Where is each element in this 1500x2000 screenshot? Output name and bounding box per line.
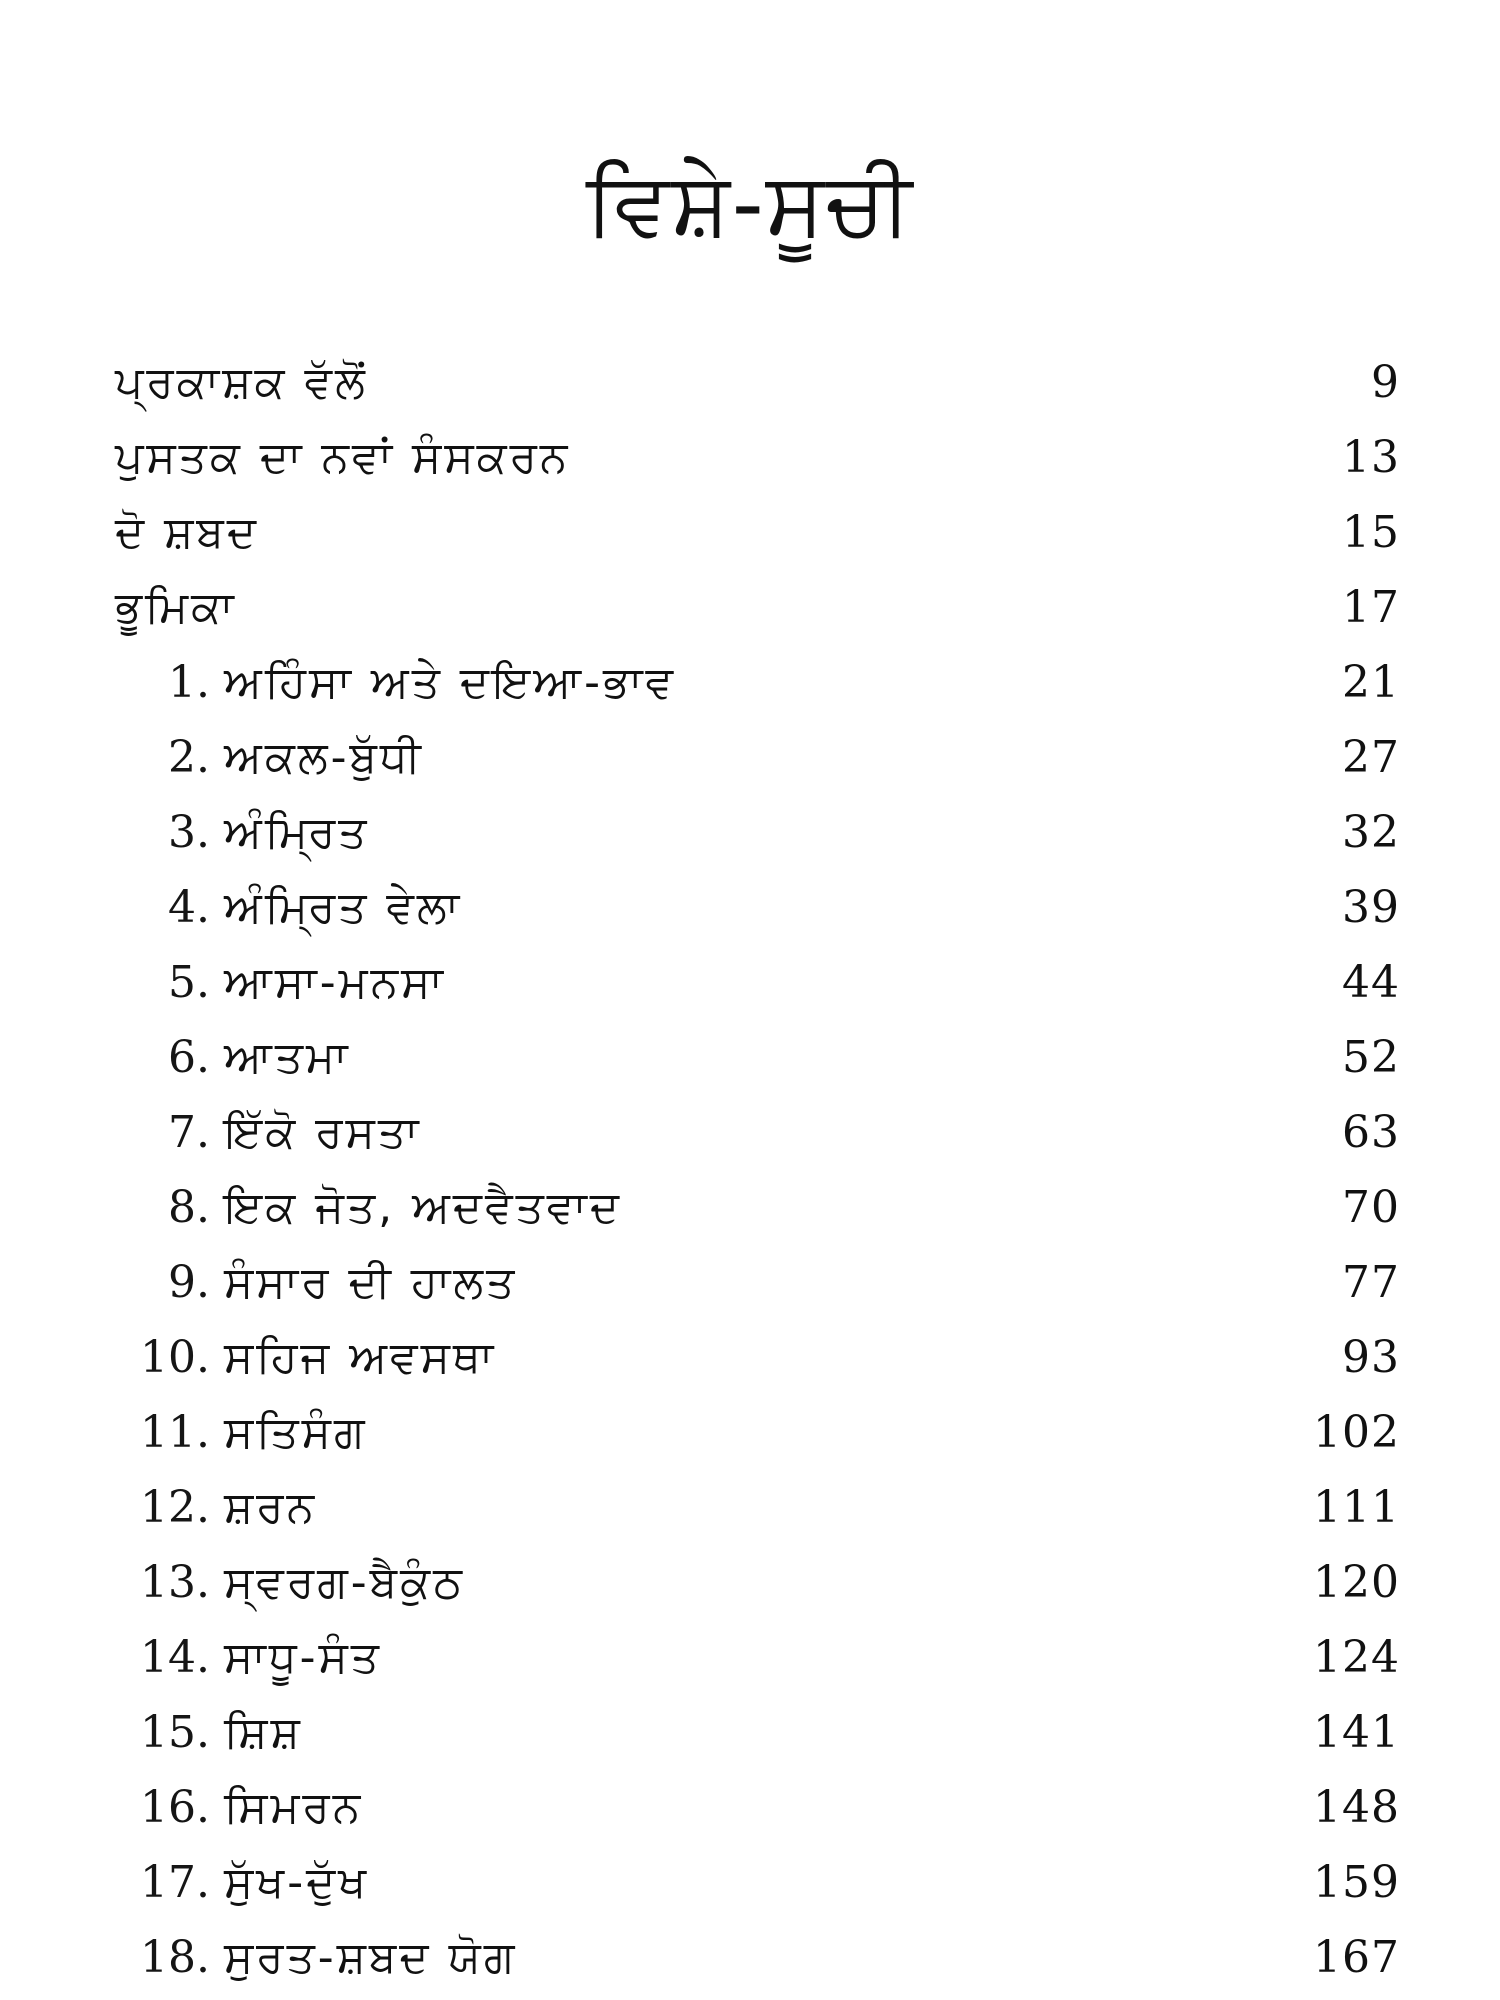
entry-number: 1. bbox=[168, 657, 210, 708]
toc-entry bbox=[115, 1095, 1400, 1170]
entry-page-number: 77 bbox=[1342, 1257, 1400, 1308]
toc-entry bbox=[115, 1170, 1400, 1245]
entry-page-number: 124 bbox=[1313, 1632, 1400, 1683]
entry-number: 18. bbox=[140, 1932, 210, 1983]
entry-number: 16. bbox=[140, 1782, 210, 1833]
toc-entry bbox=[115, 570, 1400, 645]
entry-title: ਦੋ ਸ਼ਬਦ bbox=[115, 507, 260, 558]
entry-title: ਅਹਿੰਸਾ ਅਤੇ ਦਇਆ-ਭਾਵ bbox=[224, 657, 677, 708]
toc-entry bbox=[115, 945, 1400, 1020]
entry-page-number: 141 bbox=[1313, 1707, 1400, 1758]
entry-number: 17. bbox=[140, 1857, 210, 1908]
entry-page-number: 27 bbox=[1342, 732, 1400, 783]
entry-number: 11. bbox=[140, 1407, 210, 1458]
entry-number: 10. bbox=[140, 1332, 210, 1383]
toc-entry bbox=[115, 1920, 1400, 1995]
entry-number: 8. bbox=[168, 1182, 210, 1233]
entry-page-number: 167 bbox=[1313, 1932, 1400, 1983]
entry-page-number: 17 bbox=[1342, 582, 1400, 633]
entry-page-number: 9 bbox=[1371, 357, 1400, 408]
entry-title: ਅੰਮ੍ਰਿਤ bbox=[224, 807, 370, 858]
entry-number: 7. bbox=[168, 1107, 210, 1158]
entry-page-number: 70 bbox=[1342, 1182, 1400, 1233]
entry-title: ਆਤਮਾ bbox=[224, 1032, 351, 1083]
entry-page-number: 93 bbox=[1342, 1332, 1400, 1383]
entry-title: ਸੰਸਾਰ ਦੀ ਹਾਲਤ bbox=[224, 1257, 518, 1308]
entry-page-number: 102 bbox=[1313, 1407, 1400, 1458]
toc-entry bbox=[115, 1770, 1400, 1845]
entry-page-number: 44 bbox=[1342, 957, 1400, 1008]
entry-title: ਪ੍ਰਕਾਸ਼ਕ ਵੱਲੋਂ bbox=[115, 357, 368, 408]
entry-title: ਸਹਿਜ ਅਵਸਥਾ bbox=[224, 1332, 497, 1383]
entry-number: 12. bbox=[140, 1482, 210, 1533]
entry-title: ਸ਼ਰਨ bbox=[224, 1482, 318, 1533]
toc-entry bbox=[115, 1320, 1400, 1395]
entry-title: ਅੰਮ੍ਰਿਤ ਵੇਲਾ bbox=[224, 882, 463, 933]
entry-title: ਸਿਮਰਨ bbox=[224, 1782, 364, 1833]
toc-entry bbox=[115, 870, 1400, 945]
toc-entry bbox=[115, 1545, 1400, 1620]
entry-title: ਇੱਕੋ ਰਸਤਾ bbox=[224, 1107, 422, 1158]
entry-title: ਸੁੱਖ-ਦੁੱਖ bbox=[224, 1857, 370, 1908]
entry-page-number: 39 bbox=[1342, 882, 1400, 933]
toc-entry bbox=[115, 1695, 1400, 1770]
entry-title: ਸਾਧੂ-ਸੰਤ bbox=[224, 1632, 382, 1683]
page-title: ਵਿਸ਼ੇ-ਸੂਚੀ bbox=[585, 152, 915, 255]
toc-entry bbox=[115, 795, 1400, 870]
entry-number: 15. bbox=[140, 1707, 210, 1758]
toc-entry bbox=[115, 495, 1400, 570]
entry-page-number: 13 bbox=[1342, 432, 1400, 483]
entry-title: ਇਕ ਜੋਤ, ਅਦਵੈਤਵਾਦ bbox=[224, 1182, 623, 1233]
entry-title: ਸੁਰਤ-ਸ਼ਬਦ ਯੋਗ bbox=[224, 1932, 518, 1983]
toc-entry bbox=[115, 1845, 1400, 1920]
entry-number: 13. bbox=[140, 1557, 210, 1608]
entry-title: ਅਕਲ-ਬੁੱਧੀ bbox=[224, 732, 424, 783]
toc-entry bbox=[115, 1395, 1400, 1470]
entry-title: ਸ੍ਵਰਗ-ਬੈਕੁੰਠ bbox=[224, 1557, 466, 1608]
entry-title: ਭੂਮਿਕਾ bbox=[115, 582, 237, 633]
entry-number: 2. bbox=[168, 732, 210, 783]
entry-page-number: 32 bbox=[1342, 807, 1400, 858]
toc-entry bbox=[115, 345, 1400, 420]
toc-entry bbox=[115, 1470, 1400, 1545]
entry-number: 3. bbox=[168, 807, 210, 858]
entry-page-number: 159 bbox=[1313, 1857, 1400, 1908]
toc-entry bbox=[115, 1245, 1400, 1320]
toc-entry bbox=[115, 420, 1400, 495]
entry-title: ਆਸਾ-ਮਨਸਾ bbox=[224, 957, 446, 1008]
entry-number: 4. bbox=[168, 882, 210, 933]
toc-entry bbox=[115, 1620, 1400, 1695]
entry-page-number: 120 bbox=[1313, 1557, 1400, 1608]
toc-entry bbox=[115, 720, 1400, 795]
entry-number: 5. bbox=[168, 957, 210, 1008]
entry-page-number: 21 bbox=[1342, 657, 1400, 708]
entry-number: 14. bbox=[140, 1632, 210, 1683]
entry-title: ਪੁਸਤਕ ਦਾ ਨਵਾਂ ਸੰਸਕਰਨ bbox=[115, 432, 571, 483]
entry-page-number: 148 bbox=[1313, 1782, 1400, 1833]
entry-number: 6. bbox=[168, 1032, 210, 1083]
entry-page-number: 111 bbox=[1313, 1482, 1400, 1533]
table-of-contents bbox=[115, 345, 1400, 1995]
entry-page-number: 52 bbox=[1342, 1032, 1400, 1083]
entry-page-number: 15 bbox=[1342, 507, 1400, 558]
entry-title: ਸਤਿਸੰਗ bbox=[224, 1407, 368, 1458]
toc-entry bbox=[115, 645, 1400, 720]
entry-title: ਸ਼ਿਸ਼ bbox=[224, 1707, 303, 1758]
entry-page-number: 63 bbox=[1342, 1107, 1400, 1158]
entry-number: 9. bbox=[168, 1257, 210, 1308]
toc-entry bbox=[115, 1020, 1400, 1095]
